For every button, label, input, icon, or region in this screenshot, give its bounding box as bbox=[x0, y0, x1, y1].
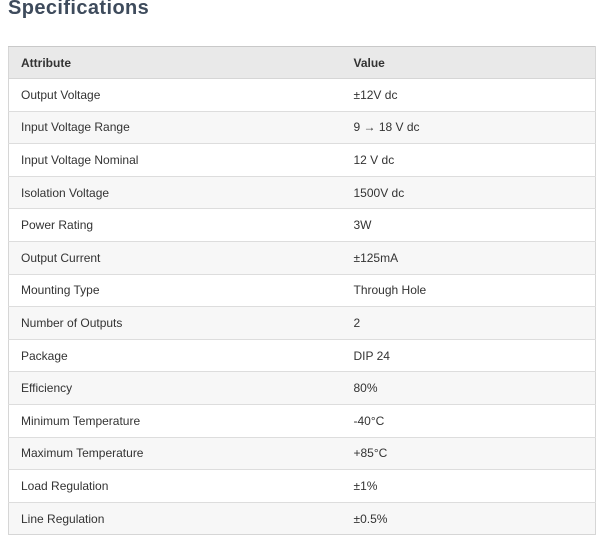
attribute-cell: Load Regulation bbox=[9, 470, 342, 503]
value-cell: ±1% bbox=[342, 470, 596, 503]
table-row bbox=[9, 79, 596, 112]
table-row bbox=[9, 241, 596, 274]
table-row bbox=[9, 372, 596, 405]
value-cell: +85°C bbox=[342, 437, 596, 470]
value-column-header: Value bbox=[342, 47, 596, 79]
value-cell: ±0.5% bbox=[342, 502, 596, 535]
table-row bbox=[9, 437, 596, 470]
value-cell: 12 V dc bbox=[342, 144, 596, 177]
page-title: Specifications bbox=[8, 0, 150, 19]
attribute-cell: Minimum Temperature bbox=[9, 404, 342, 437]
table-row bbox=[9, 274, 596, 307]
table-row bbox=[9, 144, 596, 177]
attribute-cell: Number of Outputs bbox=[9, 307, 342, 340]
value-cell: 3W bbox=[342, 209, 596, 242]
value-cell: 9 → 18 V dc bbox=[342, 111, 596, 144]
table-row bbox=[9, 209, 596, 242]
attribute-cell: Input Voltage Range bbox=[9, 111, 342, 144]
attribute-cell: Isolation Voltage bbox=[9, 176, 342, 209]
value-cell: ±12V dc bbox=[342, 79, 596, 112]
table-row bbox=[9, 176, 596, 209]
value-cell: ±125mA bbox=[342, 241, 596, 274]
attribute-cell: Package bbox=[9, 339, 342, 372]
table-row bbox=[9, 470, 596, 503]
value-cell: 2 bbox=[342, 307, 596, 340]
attribute-cell: Power Rating bbox=[9, 209, 342, 242]
value-cell: 80% bbox=[342, 372, 596, 405]
attribute-cell: Output Voltage bbox=[9, 79, 342, 112]
attribute-cell: Line Regulation bbox=[9, 502, 342, 535]
table-header-row bbox=[9, 47, 596, 79]
table-row bbox=[9, 502, 596, 535]
value-cell: Through Hole bbox=[342, 274, 596, 307]
attribute-cell: Maximum Temperature bbox=[9, 437, 342, 470]
value-cell: -40°C bbox=[342, 404, 596, 437]
attribute-cell: Efficiency bbox=[9, 372, 342, 405]
attribute-cell: Input Voltage Nominal bbox=[9, 144, 342, 177]
table-row bbox=[9, 339, 596, 372]
table-row bbox=[9, 307, 596, 340]
specifications-table bbox=[8, 46, 596, 535]
spec-table-body bbox=[9, 79, 596, 535]
value-cell: DIP 24 bbox=[342, 339, 596, 372]
value-cell: 1500V dc bbox=[342, 176, 596, 209]
attribute-cell: Output Current bbox=[9, 241, 342, 274]
attribute-cell: Mounting Type bbox=[9, 274, 342, 307]
table-row bbox=[9, 111, 596, 144]
table-row bbox=[9, 404, 596, 437]
attribute-column-header: Attribute bbox=[9, 47, 342, 79]
